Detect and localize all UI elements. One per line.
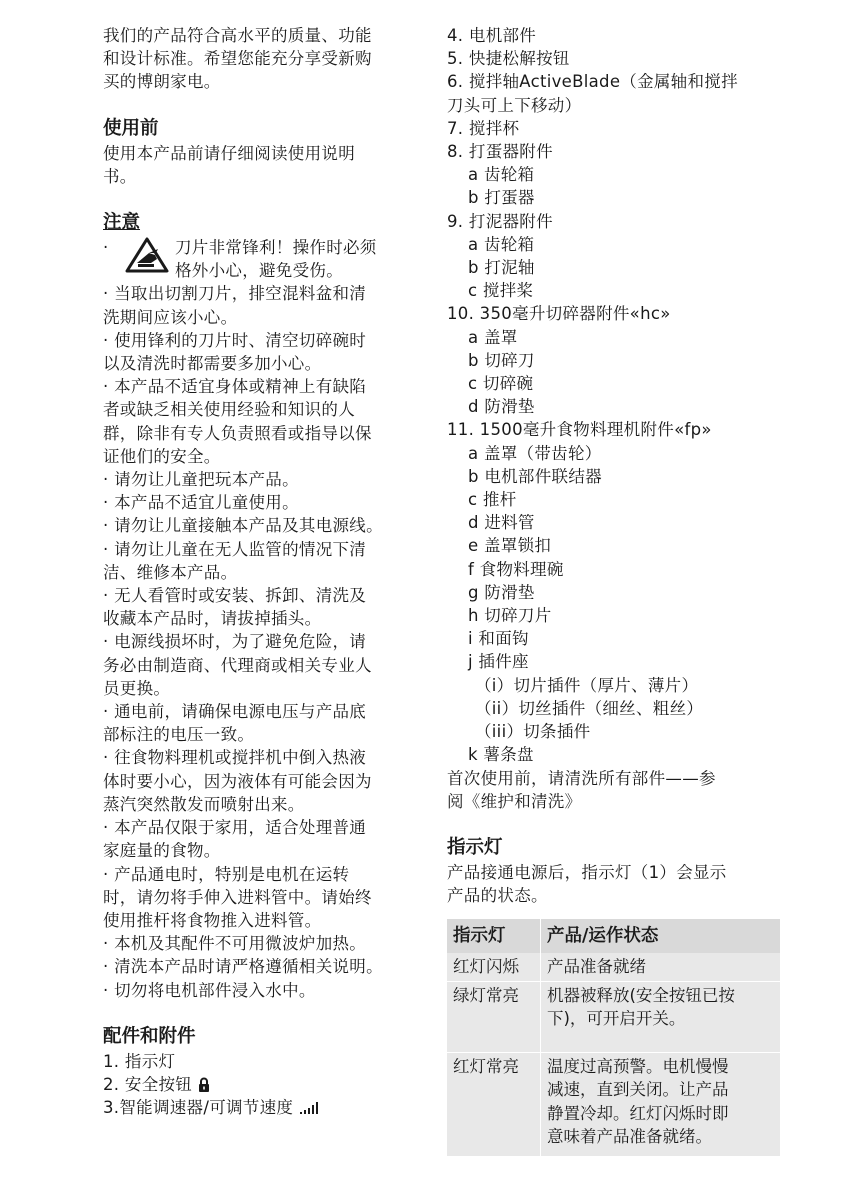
parts-list-item: i 和面钩: [468, 629, 529, 649]
status-cell: 产品准备就绪: [541, 953, 781, 982]
caution-list-item: · 清洗本产品时请严格遵循相关说明。: [103, 957, 383, 977]
caution-list-item: · 请勿让儿童把玩本产品。: [103, 470, 299, 490]
parts-list-item: b 打蛋器: [468, 188, 535, 208]
table-header-light: 指示灯: [447, 919, 541, 952]
parts-list-item: （iii）切条插件: [475, 722, 591, 742]
intro-text: 我们的产品符合高水平的质量、功能 和设计标准。希望您能充分享受新购 买的博朗家电。: [103, 26, 372, 92]
left-column: 我们的产品符合高水平的质量、功能 和设计标准。希望您能充分享受新购 买的博朗家电。 使用前 使用本产品前请仔细阅读使用说明 书。 注意 · 刀片非常锋利！操作时必须 格外小心，避免受伤。 · 当取出切割刀片，排空混料盆和清 洗期间应该小心。 · 使用锋利的刀片时、清空切碎碗时 以及清洗时都需要多加小心。 · 本产品不适宜身体或精神上有缺陷 者或缺乏相关使用经验和知识的人 群，除非有专人负责照看或指导以保 证他们的安全。 · 请勿让儿童把玩本产品。 · 本产品不适宜儿童使用。 · 请勿让儿童接触本产品及其电源线。 · 请勿让儿童在无人监管的情况下清 洁、维修本产品。 · 无人看管时或安装、拆卸、清洗及 收藏本产品时，请拔掉插头。 · 电源线损坏时，为了避免危险，请 务必由制造商、代理商或相关专业人 员更换。 · 通电前，请确保电源电压与产品底 部标注的电压一致。 · 往食物料理机或搅拌机中倒入热液 体时要小心，因为液体有可能会因为 蒸汽突然散发而喷射出来。 · 本产品仅限于家用，适合处理普通 家庭量的食物。 · 产品通电时，特别是电机在运转 时，请勿将手伸入进料管中。请始终 使用推杆将食物推入进料管。 · 本机及其配件不可用微波炉加热。 · 清洗本产品时请严格遵循相关说明。 · 切勿将电机部件浸入水中。 配件和附件 1. 指示灯 2. 安全按钮 3.智能调速器/可调节速度: [103, 24, 415, 1119]
parts-list-item: b 切碎刀: [468, 350, 535, 370]
table-header-status: 产品/运作状态: [541, 919, 781, 952]
warning-text: 刀片非常锋利！操作时必须: [175, 238, 377, 258]
indicator-text: 产品接通电源后，指示灯（1）会显示: [447, 862, 727, 882]
parts-list-item: c 搅拌桨: [468, 281, 534, 301]
first-use-text: 首次使用前，请清洗所有部件——参 阅《维护和清洗》: [447, 768, 716, 811]
parts-list-item: （i）切片插件（厚片、薄片）: [475, 675, 699, 695]
parts-list-item: e 盖罩锁扣: [468, 536, 552, 556]
caution-list-item: · 往食物料理机或搅拌机中倒入热液 体时要小心，因为液体有可能会因为 蒸汽突然散发而喷射出来。: [103, 748, 372, 814]
parts-list-item: g 防滑垫: [468, 582, 535, 602]
indicator-light-cell: 红灯常亮: [447, 1053, 541, 1156]
caution-list-item: · 电源线损坏时，为了避免危险，请 务必由制造商、代理商或相关专业人 员更换。: [103, 632, 372, 698]
parts-list-item: d 进料管: [468, 513, 535, 533]
caution-list-item: · 本产品不适宜儿童使用。: [103, 493, 299, 513]
parts-list-item: c 推杆: [468, 490, 517, 510]
speed-bars-icon: [299, 1100, 321, 1115]
parts-item-safety-button: 2. 安全按钮: [103, 1073, 415, 1096]
parts-item-indicator: 1. 指示灯: [103, 1051, 176, 1071]
caution-list-item: · 本机及其配件不可用微波炉加热。: [103, 934, 367, 954]
parts-list-item: 8. 打蛋器附件: [447, 142, 553, 162]
indicator-status-table: [447, 919, 780, 1156]
table-row: [447, 953, 780, 982]
caution-list-item: · 请勿让儿童在无人监管的情况下清 洁、维修本产品。: [103, 539, 367, 582]
cut-hazard-warning-icon: [125, 236, 169, 274]
parts-list-item: 6. 搅拌轴ActiveBlade（金属轴和搅拌: [447, 72, 738, 92]
parts-list-item: 7. 搅拌杯: [447, 118, 520, 138]
parts-list-item: k 薯条盘: [468, 745, 534, 765]
table-body: [447, 953, 780, 1156]
caution-list: [103, 282, 415, 1001]
caution-list-item: · 产品通电时，特别是电机在运转 时，请勿将手伸入进料管中。请始终 使用推杆将食物推入进料管。: [103, 864, 372, 930]
parts-list-item: a 盖罩: [468, 327, 518, 347]
parts-list-item: 4. 电机部件: [447, 26, 537, 45]
status-cell: 温度过高预警。电机慢慢 减速，直到关闭。让产品 静置冷却。红灯闪烁时即 意味着产品准备就绪。: [541, 1053, 781, 1156]
caution-list-item: · 切勿将电机部件浸入水中。: [103, 980, 316, 1000]
parts-list-item: 刀头可上下移动）: [447, 95, 582, 115]
parts-list-item: b 电机部件联结器: [468, 466, 602, 486]
parts-list-item: a 齿轮箱: [468, 234, 535, 254]
caution-list-item: · 通电前，请确保电源电压与产品底 部标注的电压一致。: [103, 702, 367, 745]
warning-block: · 刀片非常锋利！操作时必须 格外小心，避免受伤。: [103, 238, 377, 281]
status-cell: 机器被释放(安全按钮已按 下)，可开启开关。: [541, 981, 781, 1052]
table-row: [447, 981, 780, 1052]
parts-list-item: b 打泥轴: [468, 258, 535, 278]
parts-list-item: c 切碎碗: [468, 374, 534, 394]
parts-list-item: j 插件座: [468, 652, 529, 672]
indicator-light-cell: 红灯闪烁: [447, 953, 541, 982]
parts-list-item: （ii）切丝插件（细丝、粗丝）: [475, 698, 704, 718]
parts-list-item: f 食物料理碗: [468, 559, 564, 579]
indicator-heading: 指示灯: [447, 836, 503, 858]
caution-list-item: · 本产品仅限于家用，适合处理普通 家庭量的食物。: [103, 818, 367, 861]
caution-heading: 注意: [103, 212, 141, 234]
parts-item-speed-control: 3.智能调速器/可调节速度: [103, 1096, 415, 1119]
parts-list-item: d 防滑垫: [468, 397, 535, 417]
parts-heading: 配件和附件: [103, 1025, 196, 1047]
caution-list-item: · 请勿让儿童接触本产品及其电源线。: [103, 516, 383, 536]
parts-list-item: 5. 快捷松解按钮: [447, 49, 570, 69]
parts-list-item: a 盖罩（带齿轮）: [468, 443, 602, 463]
parts-list-item: 9. 打泥器附件: [447, 211, 553, 231]
caution-list-item: · 使用锋利的刀片时、清空切碎碗时 以及清洗时都需要多加小心。: [103, 330, 367, 374]
indicator-light-cell: 绿灯常亮: [447, 981, 541, 1052]
caution-list-item: · 本产品不适宜身体或精神上有缺陷 者或缺乏相关使用经验和知识的人 群，除非有专人负责照看或指导以保 证他们的安全。: [103, 377, 372, 466]
caution-list-item: · 当取出切割刀片，排空混料盆和清 洗期间应该小心。: [103, 284, 367, 327]
parts-list-item: 10. 350毫升切碎器附件«hc»: [447, 304, 671, 324]
before-use-text: 使用本产品前请仔细阅读使用说明: [103, 143, 355, 163]
table-header-row: [447, 919, 780, 952]
right-column: 4. 电机部件 5. 快捷松解按钮 6. 搅拌轴ActiveBlade（金属轴和搅拌 刀头可上下移动） 7. 搅拌杯 8. 打蛋器附件 a 齿轮箱 b 打蛋器 9. 打泥器附件 a 齿轮箱 b 打泥轴 c 搅拌桨 10. 350毫升切碎器附件«hc» a 盖罩 b 切碎刀 c 切碎碗 d 防滑垫 11. 1500毫升食物料理机附件«fp» a 盖罩（带齿轮） b 电机部件联结器 c 推杆 d 进料管 e 盖罩锁扣 f 食物料理碗 g 防滑垫 h 切碎刀片 i 和面钩 j 插件座 （i）切片插件（厚片、薄片） （ii）切丝插件（细丝、粗丝） （iii）切条插件 k 薯条盘 首次使用前，请清洗所有部件——参 阅《维护和清洗》 指示灯 产品接通电源后，指示灯（1）会显示 产品的状态。 指示灯 产品/运作状态 红灯闪烁 产品准备就绪 绿灯常亮 机器被释放(安全按钮已按 下)，可开启开关。 红灯常亮 温度过高预警。电机慢慢 减速，直到关闭。让产品 静置冷却。红灯闪烁时即 意味着产品准备就绪。: [447, 24, 782, 1156]
parts-list: [447, 24, 782, 767]
parts-list-item: h 切碎刀片: [468, 606, 552, 626]
parts-list-item: 11. 1500毫升食物料理机附件«fp»: [447, 420, 712, 440]
table-row: [447, 1053, 780, 1156]
caution-list-item: · 无人看管时或安装、拆卸、清洗及 收藏本产品时，请拔掉插头。: [103, 586, 367, 629]
parts-list-item: a 齿轮箱: [468, 165, 535, 185]
lock-icon: [198, 1077, 210, 1092]
before-use-heading: 使用前: [103, 117, 159, 139]
